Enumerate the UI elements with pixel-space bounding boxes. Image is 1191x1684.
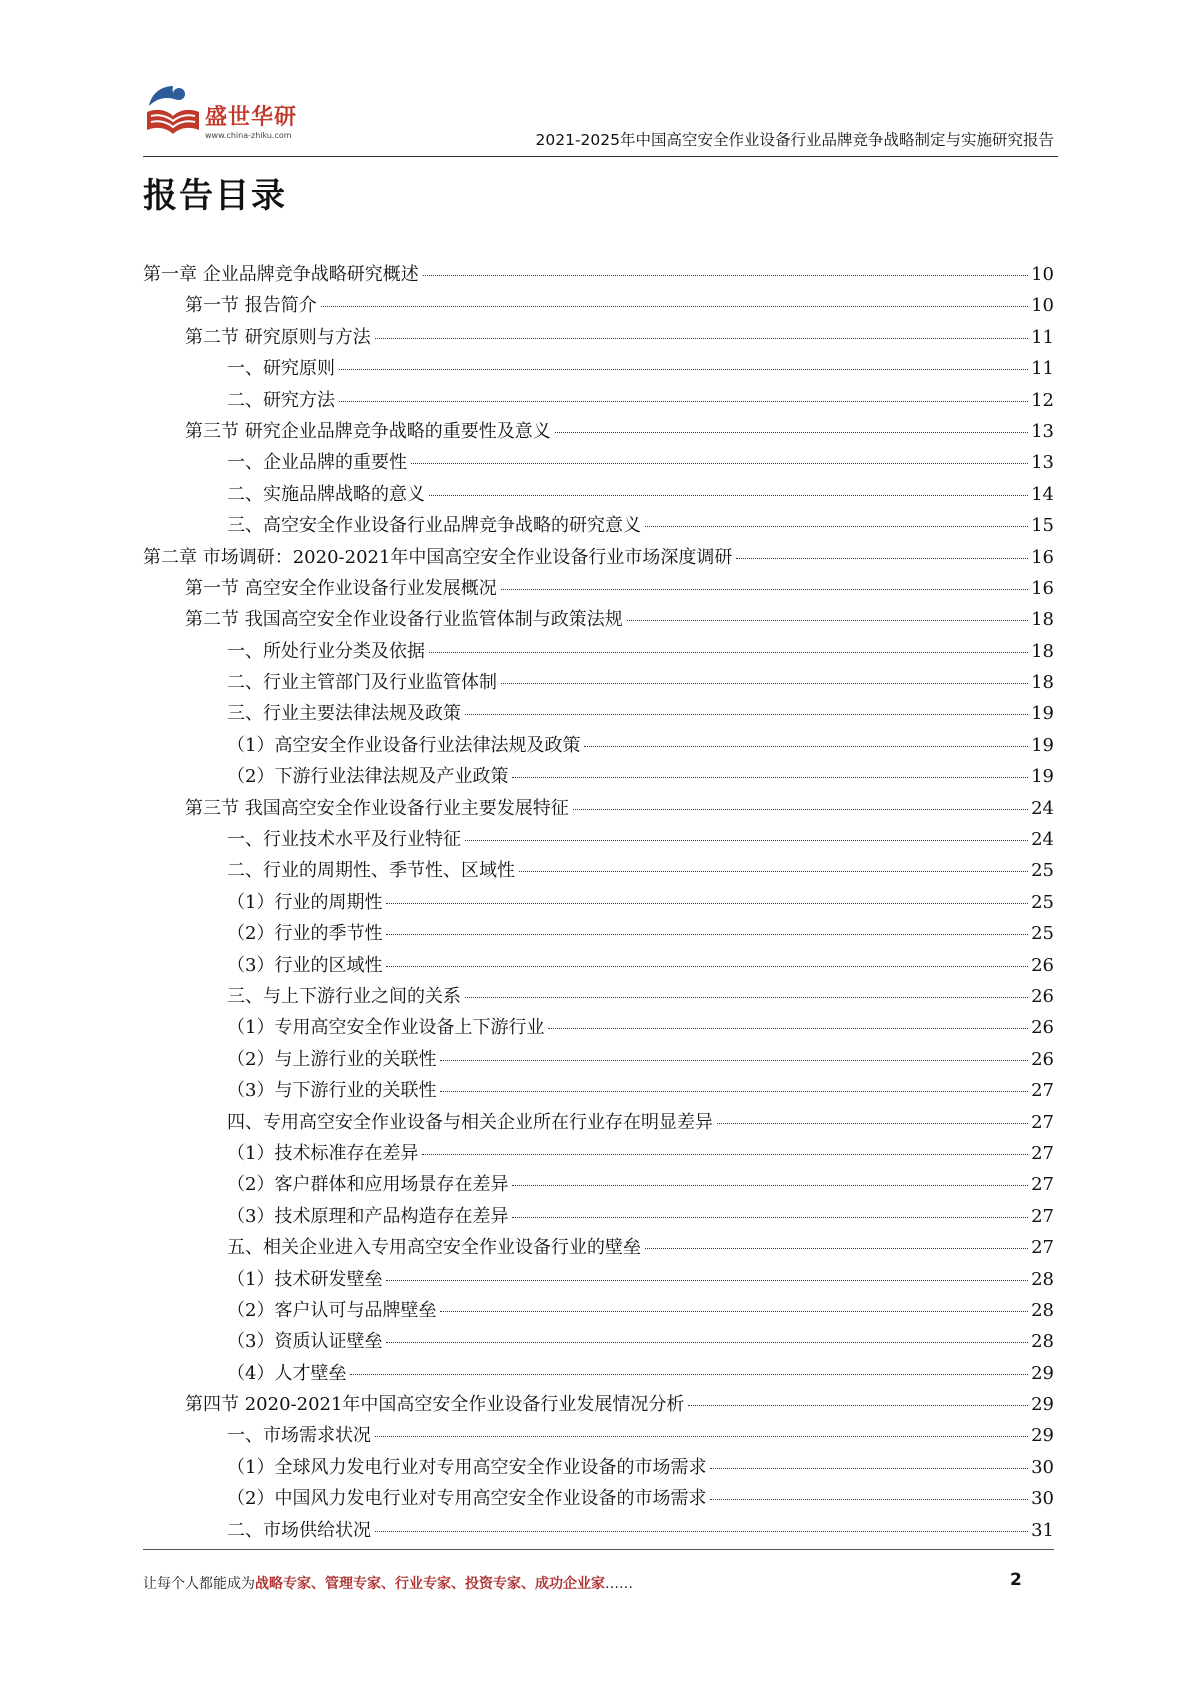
page-header bbox=[143, 82, 1058, 157]
toc-entry-label: 第四节 2020-2021年中国高空安全作业设备行业发展情况分析 bbox=[185, 1394, 685, 1416]
toc-entry-label: 二、研究方法 bbox=[227, 389, 335, 411]
toc-entry-page: 11 bbox=[1031, 358, 1054, 380]
toc-entry-page: 24 bbox=[1031, 797, 1054, 819]
toc-entry-label: （2）下游行业法律法规及产业政策 bbox=[227, 766, 509, 788]
toc-entry-page: 29 bbox=[1031, 1425, 1054, 1447]
toc-entry-label: （1）专用高空安全作业设备上下游行业 bbox=[227, 1017, 545, 1039]
toc-entry-page: 19 bbox=[1031, 734, 1054, 756]
toc-entry-page: 27 bbox=[1031, 1142, 1054, 1164]
footer-slogan bbox=[143, 1573, 633, 1593]
toc-entry-page: 27 bbox=[1031, 1205, 1054, 1227]
toc-leader-dots bbox=[411, 463, 1028, 464]
toc-entry-label: （1）技术研发壁垒 bbox=[227, 1268, 383, 1290]
toc-entry[interactable] bbox=[143, 1359, 1054, 1390]
toc-entry-label: 第二节 我国高空安全作业设备行业监管体制与政策法规 bbox=[185, 609, 623, 631]
toc-entry[interactable] bbox=[143, 1076, 1054, 1107]
toc-entry-page: 30 bbox=[1031, 1488, 1054, 1510]
logo-url: www.china-zhiku.com bbox=[205, 131, 292, 140]
toc-entry[interactable] bbox=[143, 1045, 1054, 1076]
page-number: 2 bbox=[1010, 1570, 1022, 1590]
toc-leader-dots bbox=[375, 338, 1028, 339]
toc-entry-page: 29 bbox=[1031, 1362, 1054, 1384]
toc-entry-label: （1）高空安全作业设备行业法律法规及政策 bbox=[227, 734, 581, 756]
toc-entry-page: 25 bbox=[1031, 891, 1054, 913]
toc-entry-page: 13 bbox=[1031, 452, 1054, 474]
toc-entry-label: （4）人才壁垒 bbox=[227, 1362, 347, 1384]
toc-leader-dots bbox=[440, 1311, 1028, 1312]
toc-entry-label: 五、相关企业进入专用高空安全作业设备行业的壁垒 bbox=[227, 1237, 641, 1259]
toc-entry-page: 19 bbox=[1031, 703, 1054, 725]
toc-entry-page: 26 bbox=[1031, 1017, 1054, 1039]
toc-entry-label: 二、实施品牌战略的意义 bbox=[227, 483, 425, 505]
toc-entry[interactable] bbox=[143, 354, 1054, 385]
toc-entry-page: 12 bbox=[1031, 389, 1054, 411]
toc-entry-page: 26 bbox=[1031, 1048, 1054, 1070]
toc-entry[interactable] bbox=[143, 762, 1054, 793]
toc-leader-dots bbox=[512, 1185, 1028, 1186]
toc-leader-dots bbox=[429, 495, 1028, 496]
slogan-suffix: …… bbox=[605, 1576, 633, 1592]
toc-entry-page: 16 bbox=[1031, 577, 1054, 599]
toc-entry-label: （2）客户认可与品牌壁垒 bbox=[227, 1299, 437, 1321]
toc-leader-dots bbox=[386, 1342, 1028, 1343]
toc-entry-page: 13 bbox=[1031, 420, 1054, 442]
toc-entry-page: 30 bbox=[1031, 1456, 1054, 1478]
toc-entry-label: （1）技术标准存在差异 bbox=[227, 1142, 419, 1164]
toc-entry-label: 第二章 市场调研：2020-2021年中国高空安全作业设备行业市场深度调研 bbox=[143, 546, 733, 568]
toc-entry-page: 26 bbox=[1031, 954, 1054, 976]
toc-entry-label: （3）行业的区域性 bbox=[227, 954, 383, 976]
toc-entry[interactable] bbox=[143, 386, 1054, 417]
toc-entry[interactable] bbox=[143, 417, 1054, 448]
toc-entry[interactable] bbox=[143, 951, 1054, 982]
toc-leader-dots bbox=[710, 1468, 1028, 1469]
toc-leader-dots bbox=[440, 1091, 1028, 1092]
toc-entry[interactable] bbox=[143, 1233, 1054, 1264]
toc-entry-page: 24 bbox=[1031, 829, 1054, 851]
toc-leader-dots bbox=[350, 1374, 1028, 1375]
toc-entry-page: 15 bbox=[1031, 515, 1054, 537]
toc-entry-page: 26 bbox=[1031, 985, 1054, 1007]
toc-leader-dots bbox=[386, 1280, 1028, 1281]
toc-entry[interactable] bbox=[143, 260, 1054, 291]
toc-leader-dots bbox=[573, 809, 1028, 810]
slogan-emphasis: 战略专家、管理专家、行业专家、投资专家、成功企业家 bbox=[255, 1576, 605, 1592]
toc-entry[interactable] bbox=[143, 1390, 1054, 1421]
toc-entry-label: 第二节 研究原则与方法 bbox=[185, 326, 371, 348]
toc-entry-label: 二、市场供给状况 bbox=[227, 1519, 371, 1541]
toc-entry[interactable] bbox=[143, 668, 1054, 699]
toc-entry-page: 16 bbox=[1031, 546, 1054, 568]
toc-entry[interactable] bbox=[143, 1421, 1054, 1452]
toc-entry-label: （2）中国风力发电行业对专用高空安全作业设备的市场需求 bbox=[227, 1488, 707, 1510]
toc-leader-dots bbox=[519, 871, 1028, 872]
toc-entry-label: 二、行业的周期性、季节性、区域性 bbox=[227, 860, 515, 882]
toc-entry[interactable] bbox=[143, 480, 1054, 511]
toc-entry-page: 27 bbox=[1031, 1080, 1054, 1102]
toc-entry[interactable] bbox=[143, 574, 1054, 605]
toc-entry-label: 第三节 我国高空安全作业设备行业主要发展特征 bbox=[185, 797, 569, 819]
toc-entry[interactable] bbox=[143, 1202, 1054, 1233]
toc-entry[interactable] bbox=[143, 637, 1054, 668]
toc-entry-label: 四、专用高空安全作业设备与相关企业所在行业存在明显差异 bbox=[227, 1111, 713, 1133]
toc-entry-label: 一、行业技术水平及行业特征 bbox=[227, 829, 461, 851]
toc-entry-page: 11 bbox=[1031, 326, 1054, 348]
toc-leader-dots bbox=[710, 1499, 1028, 1500]
toc-entry-label: 一、企业品牌的重要性 bbox=[227, 452, 407, 474]
toc-leader-dots bbox=[688, 1405, 1028, 1406]
toc-entry[interactable] bbox=[143, 919, 1054, 950]
toc-entry-label: 三、高空安全作业设备行业品牌竞争战略的研究意义 bbox=[227, 515, 641, 537]
toc-entry-label: 一、所处行业分类及依据 bbox=[227, 640, 425, 662]
toc-entry[interactable] bbox=[143, 731, 1054, 762]
toc-entry-page: 14 bbox=[1031, 483, 1054, 505]
toc-entry[interactable] bbox=[143, 888, 1054, 919]
toc-entry-label: 第一章 企业品牌竞争战略研究概述 bbox=[143, 264, 419, 285]
toc-entry-page: 28 bbox=[1031, 1299, 1054, 1321]
toc-leader-dots bbox=[512, 777, 1028, 778]
slogan-prefix: 让每个人都能成为 bbox=[143, 1576, 255, 1592]
toc-entry-page: 10 bbox=[1031, 264, 1054, 285]
toc-entry-label: （3）与下游行业的关联性 bbox=[227, 1080, 437, 1102]
toc-entry-label: 第三节 研究企业品牌竞争战略的重要性及意义 bbox=[185, 420, 551, 442]
toc-entry-page: 18 bbox=[1031, 640, 1054, 662]
toc-entry-label: （2）客户群体和应用场景存在差异 bbox=[227, 1174, 509, 1196]
toc-leader-dots bbox=[717, 1123, 1028, 1124]
toc-entry-page: 18 bbox=[1031, 609, 1054, 631]
toc-leader-dots bbox=[584, 746, 1028, 747]
toc-entry[interactable] bbox=[143, 1484, 1054, 1515]
toc-entry-page: 29 bbox=[1031, 1394, 1054, 1416]
toc-entry-label: （2）与上游行业的关联性 bbox=[227, 1048, 437, 1070]
footer-divider bbox=[143, 1549, 1054, 1550]
toc-entry[interactable] bbox=[143, 794, 1054, 825]
toc-entry[interactable] bbox=[143, 1516, 1054, 1547]
toc-leader-dots bbox=[645, 526, 1028, 527]
toc-entry[interactable] bbox=[143, 1139, 1054, 1170]
toc-entry-label: （3）技术原理和产品构造存在差异 bbox=[227, 1205, 509, 1227]
toc-leader-dots bbox=[440, 1060, 1028, 1061]
toc-leader-dots bbox=[423, 275, 1028, 276]
toc-entry-label: 第一节 报告简介 bbox=[185, 295, 317, 317]
toc-leader-dots bbox=[501, 683, 1028, 684]
toc-entry[interactable] bbox=[143, 1327, 1054, 1358]
toc-entry[interactable] bbox=[143, 982, 1054, 1013]
toc-entry[interactable] bbox=[143, 605, 1054, 636]
toc-leader-dots bbox=[375, 1531, 1028, 1532]
toc-entry-page: 18 bbox=[1031, 672, 1054, 694]
toc-entry[interactable] bbox=[143, 1453, 1054, 1484]
toc-leader-dots bbox=[386, 903, 1028, 904]
toc-entry-page: 27 bbox=[1031, 1237, 1054, 1259]
toc-leader-dots bbox=[339, 369, 1028, 370]
toc-leader-dots bbox=[465, 714, 1028, 715]
logo-name: 盛世华研 bbox=[205, 105, 298, 130]
toc-entry-label: 一、研究原则 bbox=[227, 358, 335, 380]
toc-entry-page: 27 bbox=[1031, 1111, 1054, 1133]
toc-entry[interactable] bbox=[143, 1108, 1054, 1139]
toc-entry[interactable] bbox=[143, 543, 1054, 574]
toc-entry-page: 25 bbox=[1031, 923, 1054, 945]
toc-entry-page: 27 bbox=[1031, 1174, 1054, 1196]
toc-leader-dots bbox=[321, 306, 1028, 307]
toc-entry[interactable] bbox=[143, 511, 1054, 542]
toc-leader-dots bbox=[548, 1028, 1028, 1029]
toc-entry-label: （1）全球风力发电行业对专用高空安全作业设备的市场需求 bbox=[227, 1456, 707, 1478]
table-of-contents bbox=[143, 260, 1054, 1547]
toc-leader-dots bbox=[627, 620, 1028, 621]
toc-leader-dots bbox=[386, 966, 1028, 967]
toc-entry[interactable] bbox=[143, 856, 1054, 887]
toc-entry-label: 三、与上下游行业之间的关系 bbox=[227, 985, 461, 1007]
toc-leader-dots bbox=[512, 1217, 1028, 1218]
logo-book-icon bbox=[143, 82, 203, 144]
toc-entry-label: 第一节 高空安全作业设备行业发展概况 bbox=[185, 577, 497, 599]
toc-entry-label: 一、市场需求状况 bbox=[227, 1425, 371, 1447]
toc-entry[interactable] bbox=[143, 699, 1054, 730]
toc-entry-label: 二、行业主管部门及行业监管体制 bbox=[227, 672, 497, 694]
toc-entry[interactable] bbox=[143, 1170, 1054, 1201]
toc-leader-dots bbox=[422, 1154, 1028, 1155]
page-title: 报告目录 bbox=[143, 176, 287, 216]
toc-entry[interactable] bbox=[143, 825, 1054, 856]
toc-leader-dots bbox=[645, 1248, 1028, 1249]
toc-entry[interactable] bbox=[143, 291, 1054, 322]
toc-entry-page: 19 bbox=[1031, 766, 1054, 788]
toc-entry[interactable] bbox=[143, 1265, 1054, 1296]
toc-entry[interactable] bbox=[143, 1013, 1054, 1044]
toc-entry-label: （2）行业的季节性 bbox=[227, 923, 383, 945]
toc-entry-page: 31 bbox=[1031, 1519, 1054, 1541]
toc-entry[interactable] bbox=[143, 448, 1054, 479]
toc-leader-dots bbox=[736, 558, 1028, 559]
toc-leader-dots bbox=[465, 997, 1028, 998]
toc-leader-dots bbox=[501, 589, 1028, 590]
toc-entry-label: 三、行业主要法律法规及政策 bbox=[227, 703, 461, 725]
toc-leader-dots bbox=[386, 934, 1028, 935]
toc-leader-dots bbox=[465, 840, 1028, 841]
toc-entry-label: （1）行业的周期性 bbox=[227, 891, 383, 913]
toc-entry[interactable] bbox=[143, 323, 1054, 354]
toc-entry-page: 25 bbox=[1031, 860, 1054, 882]
toc-entry[interactable] bbox=[143, 1296, 1054, 1327]
toc-entry-label: （3）资质认证壁垒 bbox=[227, 1331, 383, 1353]
report-title: 2021-2025年中国高空安全作业设备行业品牌竞争战略制定与实施研究报告 bbox=[535, 131, 1054, 149]
toc-entry-page: 28 bbox=[1031, 1268, 1054, 1290]
toc-leader-dots bbox=[429, 652, 1028, 653]
toc-entry-page: 28 bbox=[1031, 1331, 1054, 1353]
toc-leader-dots bbox=[375, 1436, 1028, 1437]
toc-leader-dots bbox=[555, 432, 1028, 433]
toc-leader-dots bbox=[339, 401, 1028, 402]
toc-entry-page: 10 bbox=[1031, 295, 1054, 317]
company-logo bbox=[143, 82, 313, 148]
